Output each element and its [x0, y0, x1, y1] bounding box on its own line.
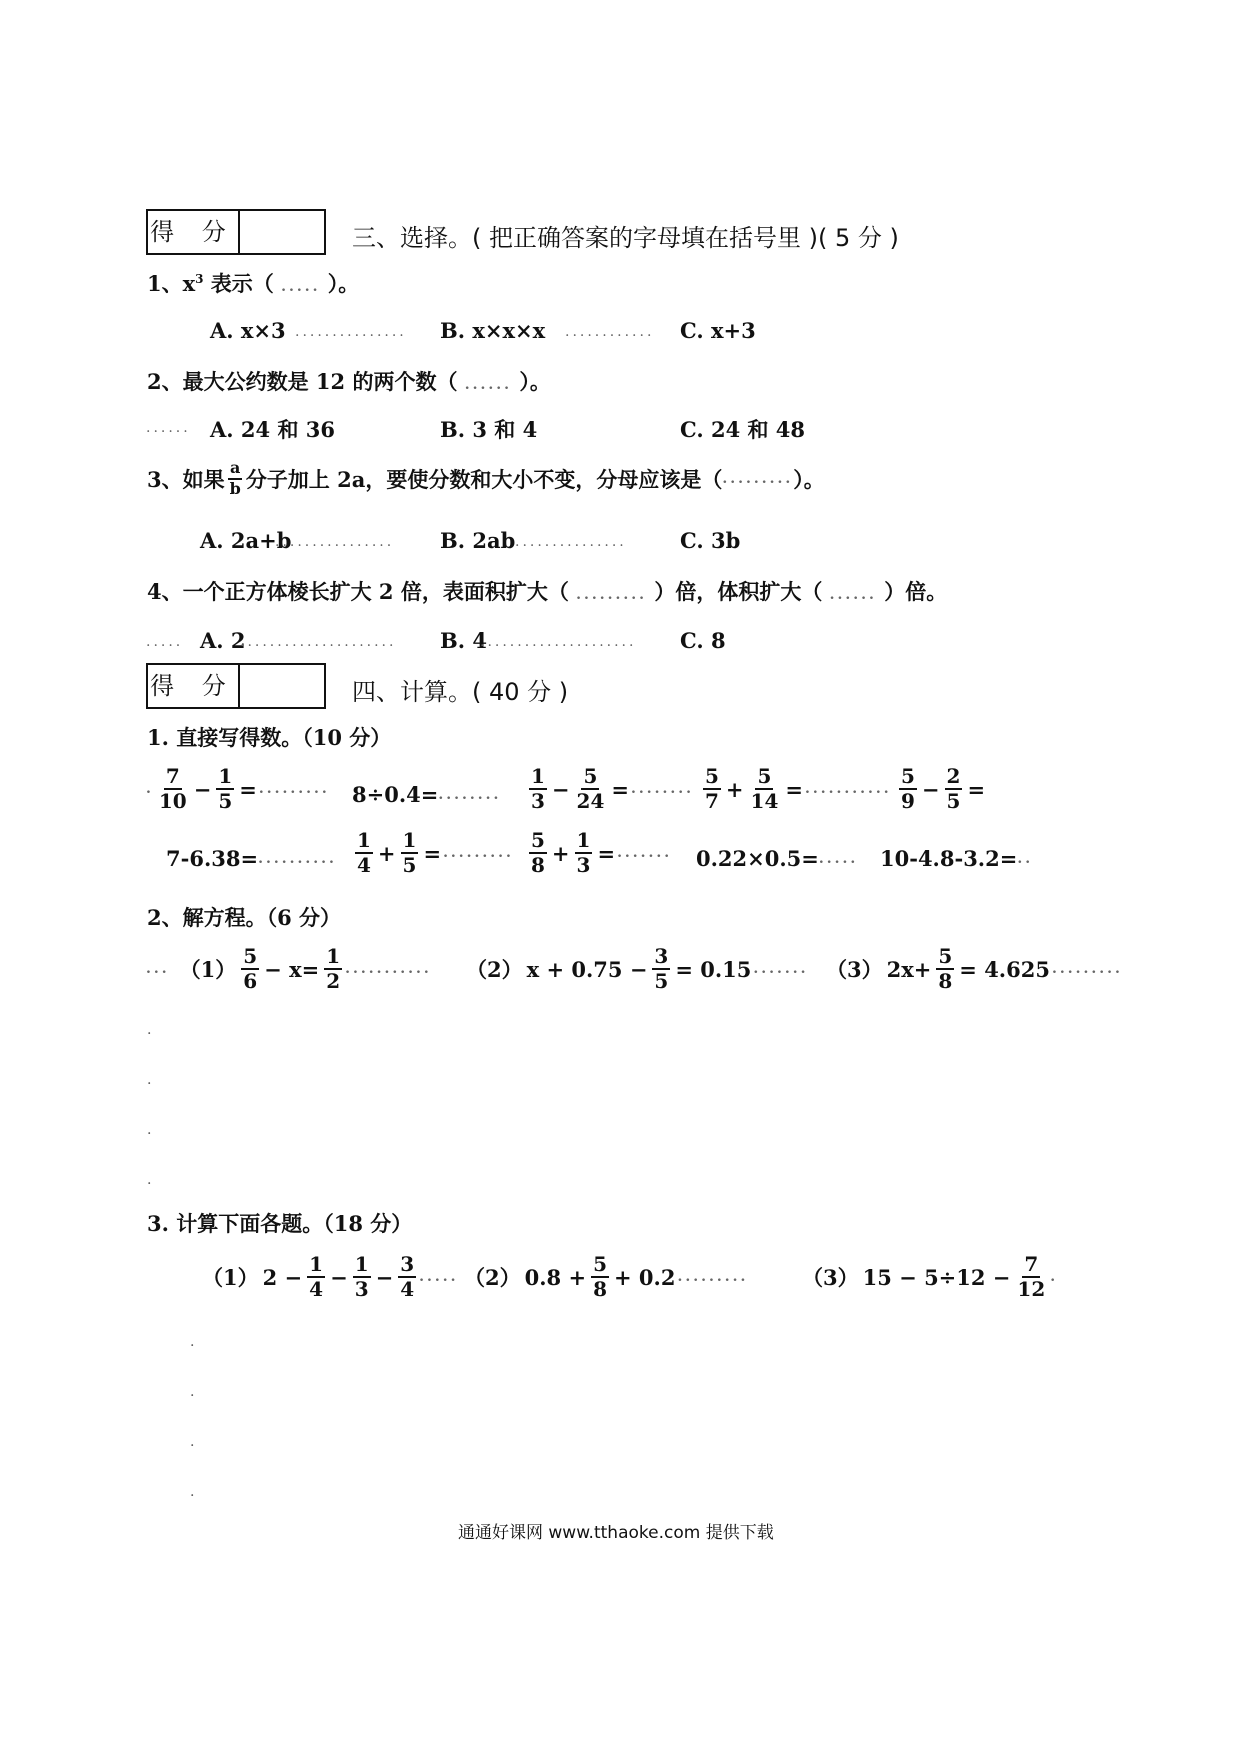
q4-blank-2: ......: [829, 587, 877, 603]
question-4: [147, 576, 947, 606]
q4-text: 4、一个正方体棱长扩大 2 倍，表面积扩大（: [147, 579, 577, 604]
q1-superscript: 3: [195, 272, 204, 286]
q3-text: 分子加上 2a，要使分数和大小不变，分母应该是（: [245, 466, 723, 492]
fraction: $\frac{5}{7}$: [705, 764, 719, 813]
q1-close: ）。: [320, 271, 360, 296]
q1-option-a: A. x×3: [210, 318, 286, 343]
q4-close: ）倍。: [876, 579, 948, 604]
dot-leader: .....: [146, 634, 184, 650]
q2-text: 2、最大公约数是 12 的两个数（: [147, 369, 465, 394]
fraction: $\frac{1}{3}$: [576, 828, 591, 877]
fraction: $\frac{5}{14}$: [750, 764, 779, 813]
q3-close: ）。: [793, 466, 825, 492]
calc-r2-e1: 7-6.38= ..........: [166, 846, 337, 871]
fraction: $\frac{1}{4}$: [309, 1252, 324, 1301]
calc-r1-e1: . $\frac{7}{10}$ − $\frac{1}{5}$ = .........: [146, 764, 330, 813]
calc-r2-e5: 10-4.8-3.2= ..: [880, 846, 1034, 871]
q3-fraction: $\frac{a}{b}$: [229, 458, 241, 498]
footer-credit: 通通好课网 www.tthaoke.com 提供下载: [458, 1523, 774, 1543]
part1-title: 1. 直接写得数。（10 分）: [147, 725, 392, 750]
part3-title: 3. 计算下面各题。（18 分）: [147, 1211, 413, 1236]
fraction: $\frac{1}{5}$: [218, 764, 233, 813]
section4-title: 四、计算。( 40 分 ): [352, 678, 569, 706]
question-1: [147, 268, 359, 298]
fraction: $\frac{5}{24}$: [576, 764, 605, 813]
dot-mark: .: [190, 1334, 195, 1350]
q1-blank: .....: [281, 279, 321, 295]
q4-option-c: C. 8: [680, 628, 726, 653]
fraction: $\frac{3}{4}$: [400, 1252, 415, 1301]
fraction: $\frac{3}{5}$: [654, 944, 669, 993]
score-label: 得 分: [148, 211, 240, 253]
dot-leader: ............: [565, 324, 655, 340]
dot-mark: .: [147, 1122, 152, 1138]
calc-r2-e3: $\frac{5}{8}$ + $\frac{1}{3}$ = .......: [531, 828, 673, 877]
fraction: $\frac{1}{3}$: [531, 764, 545, 813]
fraction: $\frac{2}{5}$: [946, 764, 961, 813]
calc-r1-e3: $\frac{1}{3}$ − $\frac{5}{24}$ = ........: [531, 764, 694, 813]
q1-prefix: 1、x: [147, 271, 196, 296]
equation-2: （2） x + 0.75 − $\frac{3}{5}$ = 0.15 .......: [466, 944, 809, 993]
q2-option-c: C. 24 和 48: [680, 417, 806, 442]
dot-leader: ...............: [295, 324, 407, 340]
dot-leader: .....................: [240, 634, 397, 650]
calc-r1-e4: $\frac{5}{7}$ + $\frac{5}{14}$ = ...........: [705, 764, 892, 813]
dot-mark: .: [190, 1384, 195, 1400]
equation-3: （3） 2x+ $\frac{5}{8}$ = 4.625 .........: [826, 944, 1123, 993]
fraction: $\frac{1}{4}$: [357, 828, 371, 877]
q3-blank: .........: [722, 470, 794, 487]
score-label: 得 分: [148, 665, 240, 707]
q2-blank: ......: [464, 377, 513, 393]
dot-leader: ......: [146, 420, 191, 436]
fraction: $\frac{1}{3}$: [354, 1252, 369, 1301]
score-box-section4: [146, 663, 326, 709]
dot-leader: .....................: [480, 634, 637, 650]
q4-option-a: A. 2: [200, 628, 246, 653]
dot-mark: .: [147, 1072, 152, 1088]
q3-prefix: 3、如果: [147, 466, 225, 492]
q3-option-b: B. 2ab: [440, 528, 516, 553]
q1-suffix: 表示（: [203, 271, 282, 296]
fraction: $\frac{5}{6}$: [243, 944, 258, 993]
fraction: $\frac{5}{8}$: [938, 944, 953, 993]
dot-mark: .: [147, 1172, 152, 1188]
fraction: $\frac{1}{5}$: [402, 828, 417, 877]
dot-mark: .: [190, 1484, 195, 1500]
q1-option-c: C. x+3: [680, 318, 756, 343]
q3-option-a: A. 2a+b: [200, 528, 292, 553]
calc-r1-e2: 8÷0.4= ........: [352, 782, 502, 807]
fraction: $\frac{1}{2}$: [326, 944, 341, 993]
fraction: $\frac{7}{10}$: [158, 764, 187, 813]
q4-option-b: B. 4: [440, 628, 487, 653]
section3-title: 三、选择。( 把正确答案的字母填在括号里 )( 5 分 ): [352, 224, 899, 252]
q2-option-a: A. 24 和 36: [210, 417, 335, 442]
fraction: $\frac{7}{12}$: [1017, 1252, 1046, 1301]
calc-r2-e2: $\frac{1}{4}$ + $\frac{1}{5}$ = .........: [357, 828, 514, 877]
question-2: [147, 366, 551, 396]
dot-leader: ................: [275, 534, 395, 550]
equation-1: ... （1） $\frac{5}{6}$ − x= $\frac{1}{2}$ ...........: [146, 944, 432, 993]
question-3: [147, 460, 825, 498]
calc-r1-e5: $\frac{5}{9}$ − $\frac{2}{5}$ =: [901, 764, 986, 813]
fraction: $\frac{5}{8}$: [593, 1252, 607, 1301]
q2-option-b: B. 3 和 4: [440, 417, 538, 442]
q1-option-b: B. x×x×x: [440, 318, 546, 343]
calc-problem-3: （3） 15 − 5÷12 − $\frac{7}{12}$ .: [802, 1252, 1059, 1301]
part2-title: 2、解方程。（6 分）: [147, 905, 342, 930]
calc-problem-2: （2） 0.8 + $\frac{5}{8}$ + 0.2 .........: [464, 1252, 749, 1301]
calc-problem-1: （1） 2 − $\frac{1}{4}$ − $\frac{1}{3}$ − $\frac{3}{4}$ .....: [202, 1252, 459, 1301]
q2-close: ）。: [512, 369, 551, 394]
q4-blank-1: .........: [576, 587, 648, 603]
dot-leader: ...............: [515, 534, 627, 550]
score-box-section3: [146, 209, 326, 255]
fraction: $\frac{5}{9}$: [901, 764, 915, 813]
dot-mark: .: [190, 1434, 195, 1450]
calc-r2-e4: 0.22×0.5= .....: [696, 846, 859, 871]
q3-option-c: C. 3b: [680, 528, 741, 553]
q4-mid: ）倍，体积扩大（: [647, 579, 830, 604]
dot-mark: .: [147, 1022, 152, 1038]
fraction: $\frac{5}{8}$: [531, 828, 545, 877]
